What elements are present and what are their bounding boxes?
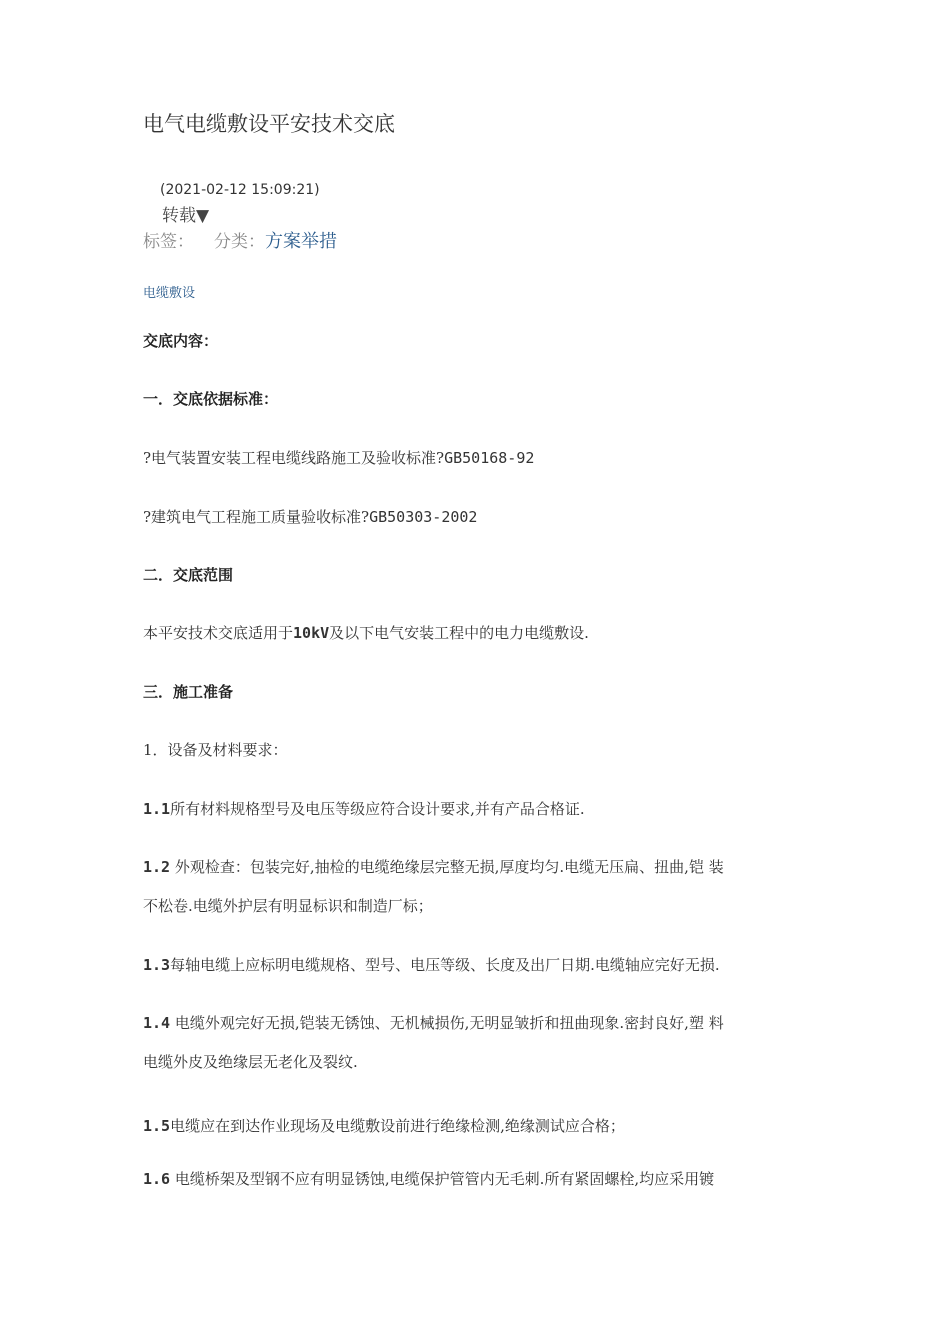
section-2-heading: 二．交底范围 bbox=[143, 566, 234, 584]
subsection-1-heading: 1．设备及材料要求： bbox=[143, 741, 288, 759]
scope-paragraph bbox=[143, 622, 589, 643]
scope-text-c: 及以下电气安装工程中的电力电缆敷设. bbox=[329, 624, 589, 642]
standard-1-code: GB50168-92 bbox=[444, 449, 535, 467]
tags-row bbox=[143, 227, 337, 253]
list-item bbox=[143, 954, 720, 975]
item-text: 外观检查：包装完好,抽检的电缆绝缘层完整无损,厚度均匀.电缆无压扁、扭曲,铠 装 bbox=[174, 858, 724, 876]
standard-2 bbox=[143, 506, 477, 527]
item-number: 1.1 bbox=[143, 800, 171, 818]
item-text: 电缆桥架及型钢不应有明显锈蚀,电缆保护管管内无毛刺.所有紧固螺栓,均应采用镀 bbox=[174, 1170, 715, 1188]
category-label: 分类： bbox=[214, 232, 265, 252]
content-intro: 交底内容： bbox=[143, 332, 219, 350]
list-item bbox=[143, 1012, 724, 1033]
section-3-heading: 三．施工准备 bbox=[143, 683, 234, 701]
tags-label: 标签： bbox=[143, 232, 194, 252]
list-item bbox=[143, 798, 585, 819]
item-number: 1.5 bbox=[143, 1117, 171, 1135]
list-item bbox=[143, 856, 724, 877]
list-item bbox=[143, 1115, 625, 1136]
scope-text-a: 本平安技术交底适用于 bbox=[143, 624, 294, 642]
standard-1 bbox=[143, 447, 534, 468]
item-text: 电缆应在到达作业现场及电缆敷设前进行绝缘检测,绝缘测试应合格； bbox=[170, 1117, 625, 1135]
list-item-continuation: 电缆外皮及绝缘层无老化及裂纹. bbox=[143, 1053, 358, 1071]
item-number: 1.6 bbox=[143, 1170, 171, 1188]
post-timestamp: (2021-02-12 15:09:21) bbox=[160, 182, 320, 198]
standard-1-text: ?电气装置安装工程电缆线路施工及验收标准? bbox=[143, 449, 445, 467]
standard-2-text: ?建筑电气工程施工质量验收标准? bbox=[143, 508, 370, 526]
article-title: 电气电缆敷设平安技术交底 bbox=[143, 112, 395, 136]
item-number: 1.3 bbox=[143, 956, 171, 974]
scope-voltage: 10kV bbox=[293, 624, 330, 642]
item-text: 每轴电缆上应标明电缆规格、型号、电压等级、长度及出厂日期.电缆轴应完好无损. bbox=[170, 956, 720, 974]
repost-toggle[interactable]: 转载▼ bbox=[162, 206, 210, 226]
item-number: 1.2 bbox=[143, 858, 171, 876]
item-text: 电缆外观完好无损,铠装无锈蚀、无机械损伤,无明显皱折和扭曲现象.密封良好,塑 料 bbox=[174, 1014, 724, 1032]
category-link[interactable]: 方案举措 bbox=[265, 231, 337, 252]
list-item-continuation: 不松卷.电缆外护层有明显标识和制造厂标； bbox=[143, 897, 433, 915]
keyword-link[interactable]: 电缆敷设 bbox=[143, 286, 196, 301]
list-item bbox=[143, 1168, 714, 1189]
item-number: 1.4 bbox=[143, 1014, 171, 1032]
section-1-heading: 一．交底依据标准： bbox=[143, 390, 279, 408]
item-text: 所有材料规格型号及电压等级应符合设计要求,并有产品合格证. bbox=[170, 800, 585, 818]
standard-2-code: GB50303-2002 bbox=[369, 508, 478, 526]
